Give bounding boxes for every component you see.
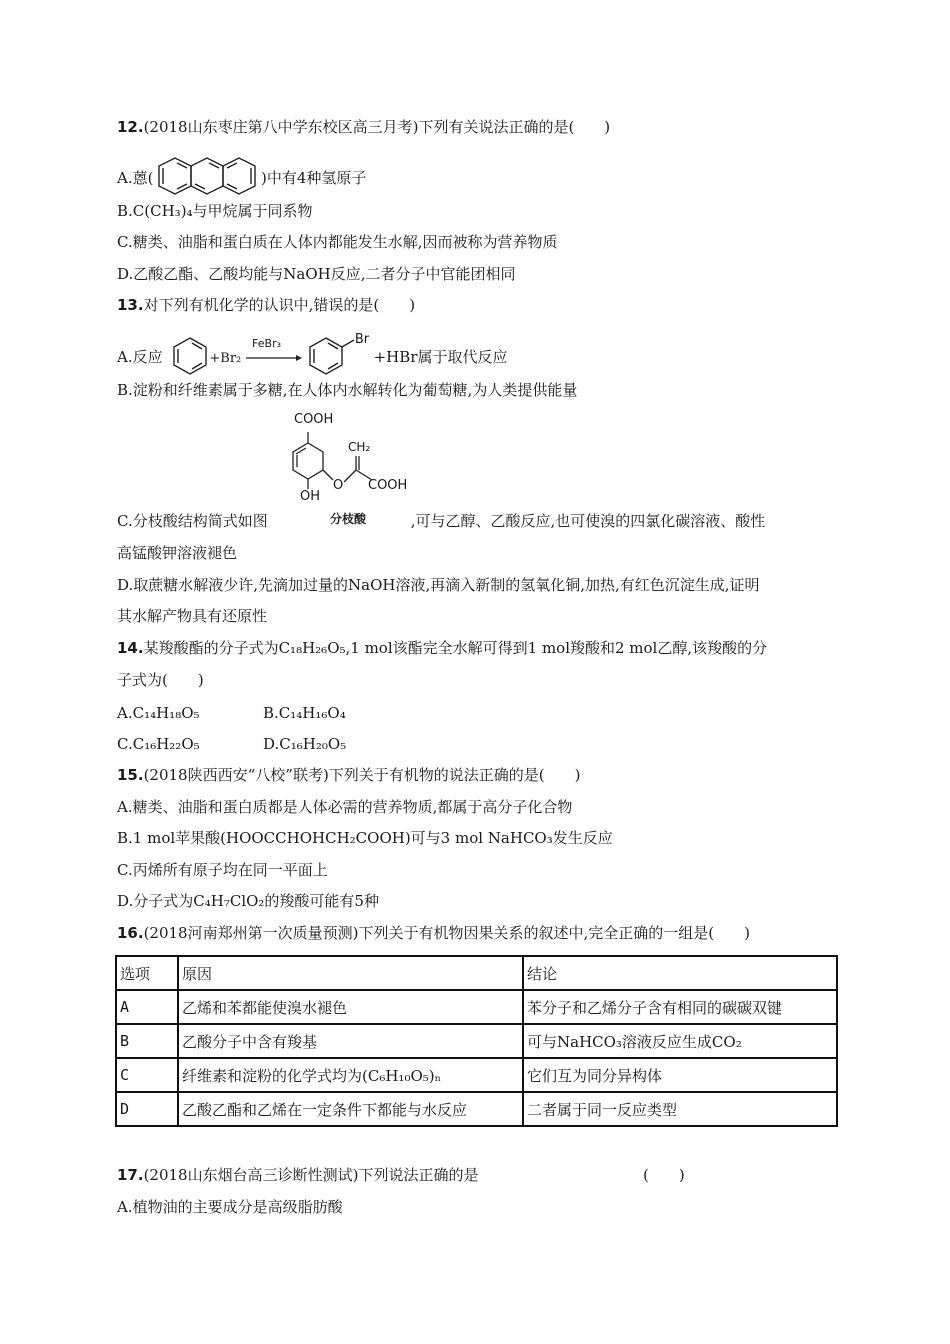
ch2-label: CH₂ bbox=[348, 440, 371, 454]
q13-option-c-cont: 高锰酸钾溶液褪色 bbox=[117, 544, 238, 562]
q14-option-d: D.C₁₆H₂₀O₅ bbox=[263, 735, 347, 753]
q15-option-a: A.糖类、油脂和蛋白质都是人体必需的营养物质,都属于高分子化合物 bbox=[117, 798, 573, 816]
q15-option-d: D.分子式为C₄H₇ClO₂的羧酸可能有5种 bbox=[117, 892, 379, 910]
q16-row-b-reason: 乙酸分子中含有羧基 bbox=[178, 1024, 523, 1058]
q16-row-a-option: A bbox=[116, 990, 178, 1024]
q12-option-a-prefix: A.蒽( bbox=[117, 169, 154, 187]
anthracene-structure bbox=[158, 157, 256, 199]
q15-stem-line bbox=[117, 765, 581, 785]
q16-row-a-conclusion: 苯分子和乙烯分子含有相同的碳碳双键 bbox=[523, 990, 837, 1024]
benzene-structure bbox=[171, 336, 209, 376]
catalyst-label: FeBr₃ bbox=[252, 337, 282, 350]
bromobenzene-structure bbox=[307, 332, 370, 368]
bromine-label: Br bbox=[354, 332, 370, 347]
q13-option-c-suffix: ,可与乙醇、乙酸反应,也可使溴的四氯化碳溶液、酸性 bbox=[410, 512, 766, 530]
q14-option-a: A.C₁₄H₁₈O₅ bbox=[117, 704, 200, 722]
q12-option-d: D.乙酸乙酯、乙酸均能与NaOH反应,二者分子中官能团相同 bbox=[117, 265, 516, 283]
oh-label: OH bbox=[300, 489, 321, 504]
q17-option-a: A.植物油的主要成分是高级脂肪酸 bbox=[117, 1198, 343, 1216]
q13-option-c-prefix: C.分枝酸结构简式如图 bbox=[117, 512, 268, 530]
q13-br2: +Br₂ bbox=[209, 351, 242, 366]
table-row bbox=[116, 1092, 837, 1126]
q14-stem-cont: 子式为( ) bbox=[117, 671, 204, 689]
q13-option-a bbox=[117, 332, 508, 369]
q13-option-c bbox=[117, 511, 765, 531]
table-row bbox=[116, 990, 837, 1024]
q13-option-a-prefix: A.反应 bbox=[117, 348, 163, 366]
q15-stem: (2018陕西西安“八校”联考)下列关于有机物的说法正确的是( ) bbox=[143, 766, 581, 784]
q13-number: 13. bbox=[117, 296, 144, 314]
q16-row-b-option: B bbox=[116, 1024, 178, 1058]
q14-stem: 某羧酸酯的分子式为C₁₈H₂₆O₅,1 mol该酯完全水解可得到1 mol羧酸和2 mol乙醇,该羧酸的分 bbox=[143, 639, 768, 657]
q17-number: 17. bbox=[117, 1166, 144, 1184]
q13-stem-line bbox=[117, 295, 415, 315]
q16-row-d-reason: 乙酸乙酯和乙烯在一定条件下都能与水反应 bbox=[178, 1092, 523, 1126]
q16-row-c-conclusion: 它们互为同分异构体 bbox=[523, 1058, 837, 1092]
q15-option-c: C.丙烯所有原子均在同一平面上 bbox=[117, 861, 328, 879]
q16-table-header bbox=[116, 956, 837, 990]
q16-stem-line bbox=[117, 923, 750, 943]
q12-option-a-suffix: )中有4种氢原子 bbox=[261, 169, 367, 187]
q14-option-b: B.C₁₄H₁₆O₄ bbox=[263, 704, 346, 722]
q16-row-a-reason: 乙烯和苯都能使溴水褪色 bbox=[178, 990, 523, 1024]
q13-option-a-suffix: +HBr属于取代反应 bbox=[373, 348, 508, 366]
q12-option-a bbox=[117, 168, 366, 188]
q12-stem: (2018山东枣庄第八中学东校区高三月考)下列有关说法正确的是( ) bbox=[143, 118, 611, 136]
q13-option-d: D.取蔗糖水解液少许,先滴加过量的NaOH溶液,再滴入新制的氢氧化铜,加热,有红色沉淀生成,证明 bbox=[117, 576, 760, 594]
arrow-icon bbox=[246, 352, 302, 364]
q17-stem: (2018山东烟台高三诊断性测试)下列说法正确的是 bbox=[143, 1166, 479, 1184]
q16-stem: (2018河南郑州第一次质量预测)下列关于有机物因果关系的叙述中,完全正确的一组是( ) bbox=[143, 924, 750, 942]
q12-number: 12. bbox=[117, 118, 144, 136]
q16-number: 16. bbox=[117, 924, 144, 942]
q16-header-option: 选项 bbox=[116, 956, 178, 990]
reaction-arrow bbox=[246, 337, 302, 368]
q15-number: 15. bbox=[117, 766, 144, 784]
cooh-right-label: COOH bbox=[368, 478, 408, 493]
q12-stem-line bbox=[117, 117, 610, 137]
q16-row-b-conclusion: 可与NaHCO₃溶液反应生成CO₂ bbox=[523, 1024, 837, 1058]
q12-option-c: C.糖类、油脂和蛋白质在人体内都能发生水解,因而被称为营养物质 bbox=[117, 233, 558, 251]
q14-option-c: C.C₁₆H₂₂O₅ bbox=[117, 735, 200, 753]
ether-o-label: O bbox=[333, 478, 344, 493]
q16-table bbox=[115, 955, 838, 1127]
q15-option-b: B.1 mol苹果酸(HOOCCHOHCH₂COOH)可与3 mol NaHCO₃发生反应 bbox=[117, 829, 613, 847]
q13-option-b: B.淀粉和纤维素属于多糖,在人体内水解转化为葡萄糖,为人类提供能量 bbox=[117, 381, 578, 399]
q17-stem-line bbox=[117, 1165, 478, 1185]
table-row bbox=[116, 1058, 837, 1092]
q16-row-c-reason: 纤维素和淀粉的化学式均为(C₆H₁₀O₅)ₙ bbox=[178, 1058, 523, 1092]
structure-caption: 分枝酸 bbox=[330, 512, 367, 526]
q12-option-b: B.C(CH₃)₄与甲烷属于同系物 bbox=[117, 202, 313, 220]
q13-stem: 对下列有机化学的认识中,错误的是( ) bbox=[143, 296, 416, 314]
q16-row-c-option: C bbox=[116, 1058, 178, 1092]
q17-answer-paren: ( ) bbox=[643, 1166, 685, 1184]
q16-header-reason: 原因 bbox=[178, 956, 523, 990]
q16-header-conclusion: 结论 bbox=[523, 956, 837, 990]
q13-option-d-cont: 其水解产物具有还原性 bbox=[117, 607, 268, 625]
q16-row-d-option: D bbox=[116, 1092, 178, 1126]
cooh-top-label: COOH bbox=[294, 412, 334, 427]
q14-stem-line bbox=[117, 638, 767, 658]
table-row bbox=[116, 1024, 837, 1058]
q14-number: 14. bbox=[117, 639, 144, 657]
q16-row-d-conclusion: 二者属于同一反应类型 bbox=[523, 1092, 837, 1126]
